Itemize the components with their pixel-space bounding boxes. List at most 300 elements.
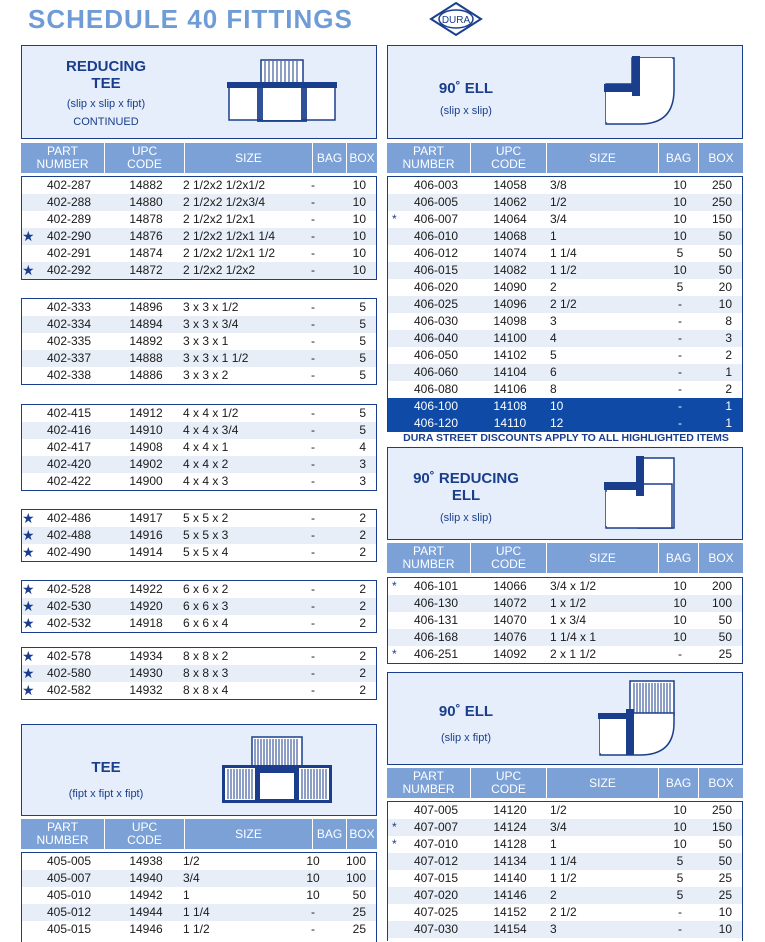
cell-box: 10 <box>718 905 732 919</box>
col-bag: BAG <box>659 543 699 573</box>
table-row <box>388 578 742 595</box>
cell-box: 8 <box>725 314 732 328</box>
cell-size: 8 x 8 x 3 <box>183 666 229 680</box>
table-row <box>22 682 376 699</box>
cell-bag: - <box>311 229 315 243</box>
cell-upc: 14064 <box>493 212 527 226</box>
col-size: SIZE <box>547 768 659 798</box>
cell-upc: 14152 <box>493 905 527 919</box>
cell-part: 406-060 <box>413 365 459 379</box>
cell-size: 6 x 6 x 2 <box>183 582 229 596</box>
tee-header <box>21 724 377 816</box>
cell-upc: 14882 <box>129 178 163 192</box>
cell-part: 406-003 <box>413 178 459 192</box>
table-row <box>22 473 376 490</box>
cell-bag: - <box>311 300 315 314</box>
cell-part: 405-010 <box>46 888 92 902</box>
reducing-tee-table-group <box>21 580 377 633</box>
cell-box: 2 <box>359 545 366 559</box>
cell-box: 10 <box>352 178 366 192</box>
cell-box: 150 <box>711 212 732 226</box>
cell-part: 402-486 <box>46 511 92 525</box>
cell-upc: 14108 <box>493 399 527 413</box>
cell-upc: 14892 <box>129 334 163 348</box>
cell-box: 25 <box>718 647 732 661</box>
page-title: SCHEDULE 40 FITTINGS <box>28 4 353 34</box>
star-icon: ★ <box>22 262 35 278</box>
cell-bag: - <box>311 263 315 277</box>
svg-text:DURA: DURA <box>441 15 471 26</box>
reducing-ell-subtitle: (slip x slip) <box>440 512 492 524</box>
cell-size: 5 x 5 x 2 <box>183 511 229 525</box>
asterisk-mark: * <box>392 837 397 851</box>
col-box: BOX <box>708 775 734 790</box>
reducing-tee-table-group <box>21 647 377 700</box>
cell-size: 1 x 1/2 <box>550 596 587 610</box>
cell-upc: 14918 <box>129 616 163 630</box>
cell-bag: - <box>678 331 682 345</box>
cell-part: 402-335 <box>46 334 92 348</box>
cell-size: 10 <box>550 399 564 413</box>
table-row <box>22 887 376 904</box>
cell-size: 4 x 4 x 3/4 <box>183 423 239 437</box>
cell-box: 200 <box>711 579 732 593</box>
cell-upc: 14900 <box>129 474 163 488</box>
cell-part: 405-012 <box>46 905 92 919</box>
ell-90-fipt-subtitle: (slip x fipt) <box>440 732 492 744</box>
cell-box: 2 <box>359 616 366 630</box>
cell-box: 50 <box>718 229 732 243</box>
reducing-tee-column-header <box>21 143 377 173</box>
table-row <box>388 381 742 398</box>
col-box: BOX <box>349 150 375 165</box>
cell-upc: 14062 <box>493 195 527 209</box>
cell-box: 2 <box>359 582 366 596</box>
cell-size: 3/4 x 1/2 <box>550 579 597 593</box>
table-row <box>388 415 742 432</box>
cell-box: 25 <box>352 922 366 936</box>
cell-size: 2 1/2x2 1/2x2 <box>183 263 256 277</box>
col-bag: BAG <box>313 819 347 849</box>
cell-size: 1 1/4 x 1 <box>550 630 597 644</box>
table-row <box>388 887 742 904</box>
table-row <box>22 921 376 938</box>
star-icon: ★ <box>22 665 35 681</box>
reducing-tee-table-group <box>21 509 377 562</box>
cell-box: 1 <box>725 416 732 430</box>
ell-90-fipt-title: 90˚ ELL <box>438 703 494 720</box>
cell-part: 402-582 <box>46 683 92 697</box>
table-row <box>388 330 742 347</box>
cell-size: 5 <box>550 348 557 362</box>
cell-bag: - <box>311 440 315 454</box>
table-row <box>22 853 376 870</box>
cell-upc: 14938 <box>129 854 163 868</box>
cell-box: 5 <box>359 406 366 420</box>
cell-size: 1 1/4 <box>550 854 577 868</box>
cell-part: 402-528 <box>46 582 92 596</box>
cell-size: 2 <box>550 888 557 902</box>
cell-size: 8 x 8 x 4 <box>183 683 229 697</box>
star-icon: ★ <box>22 527 35 543</box>
table-row <box>22 598 376 615</box>
cell-bag: - <box>311 511 315 525</box>
tee-table <box>21 852 377 942</box>
table-row <box>388 245 742 262</box>
cell-box: 5 <box>359 317 366 331</box>
table-row <box>388 228 742 245</box>
cell-box: 20 <box>718 280 732 294</box>
cell-size: 4 x 4 x 3 <box>183 474 229 488</box>
cell-bag: 10 <box>673 837 687 851</box>
cell-size: 5 x 5 x 3 <box>183 528 229 542</box>
star-icon: ★ <box>22 615 35 631</box>
cell-box: 50 <box>718 837 732 851</box>
cell-box: 5 <box>359 334 366 348</box>
cell-upc: 14102 <box>493 348 527 362</box>
cell-box: 50 <box>718 854 732 868</box>
cell-bag: - <box>678 399 682 413</box>
cell-bag: 5 <box>676 246 684 260</box>
cell-box: 250 <box>711 195 732 209</box>
cell-part: 406-131 <box>413 613 459 627</box>
table-row <box>22 228 376 245</box>
table-row <box>388 904 742 921</box>
cell-bag: 10 <box>673 195 687 209</box>
cell-box: 1 <box>725 365 732 379</box>
cell-size: 2 1/2x2 1/2x3/4 <box>183 195 266 209</box>
cell-upc: 14104 <box>493 365 527 379</box>
cell-bag: - <box>678 416 682 430</box>
cell-box: 2 <box>725 382 732 396</box>
reducing-ell-table <box>387 577 743 664</box>
cell-size: 4 x 4 x 1/2 <box>183 406 239 420</box>
cell-size: 3 x 3 x 1/2 <box>183 300 239 314</box>
cell-bag: - <box>311 351 315 365</box>
cell-size: 3/4 <box>550 820 567 834</box>
cell-size: 1 1/2 <box>550 871 577 885</box>
cell-bag: - <box>678 297 682 311</box>
cell-part: 402-415 <box>46 406 92 420</box>
cell-upc: 14074 <box>493 246 527 260</box>
reducing-ell-icon <box>602 456 682 532</box>
cell-bag: - <box>311 317 315 331</box>
cell-size: 2 x 1 1/2 <box>550 647 597 661</box>
cell-size: 5 x 5 x 4 <box>183 545 229 559</box>
cell-bag: - <box>678 314 682 328</box>
cell-box: 50 <box>718 263 732 277</box>
table-row <box>388 296 742 313</box>
cell-part: 407-007 <box>413 820 459 834</box>
cell-part: 402-416 <box>46 423 92 437</box>
cell-size: 2 1/2 <box>550 297 577 311</box>
table-row <box>388 870 742 887</box>
cell-box: 2 <box>359 683 366 697</box>
cell-part: 406-007 <box>413 212 459 226</box>
table-row <box>388 853 742 870</box>
cell-box: 2 <box>359 599 366 613</box>
cell-size: 3/4 <box>183 871 200 885</box>
ell-90-icon <box>602 54 682 130</box>
cell-part: 402-288 <box>46 195 92 209</box>
cell-size: 1 <box>550 229 557 243</box>
cell-size: 4 x 4 x 1 <box>183 440 229 454</box>
cell-bag: 10 <box>673 212 687 226</box>
ell-90-slip-table <box>387 176 743 432</box>
cell-upc: 14076 <box>493 630 527 644</box>
cell-size: 3 x 3 x 1 <box>183 334 229 348</box>
cell-size: 8 <box>550 382 557 396</box>
tee-icon <box>222 735 332 805</box>
cell-bag: - <box>311 246 315 260</box>
cell-part: 406-020 <box>413 280 459 294</box>
table-row <box>22 648 376 665</box>
col-upc-code: UPC CODE <box>471 768 547 798</box>
cell-size: 1/2 <box>550 803 567 817</box>
reducing-tee-header <box>21 45 377 139</box>
star-icon: ★ <box>22 682 35 698</box>
cell-part: 405-015 <box>46 922 92 936</box>
reducing-ell-column-header <box>387 543 743 573</box>
cell-bag: - <box>311 212 315 226</box>
cell-box: 50 <box>718 630 732 644</box>
cell-upc: 14888 <box>129 351 163 365</box>
table-row <box>22 544 376 561</box>
cell-bag: - <box>311 616 315 630</box>
table-row <box>388 819 742 836</box>
cell-part: 402-338 <box>46 368 92 382</box>
cell-upc: 14880 <box>129 195 163 209</box>
cell-bag: 5 <box>676 888 684 902</box>
cell-upc: 14096 <box>493 297 527 311</box>
table-row <box>388 629 742 646</box>
tee-column-header <box>21 819 377 849</box>
table-row <box>388 262 742 279</box>
cell-upc: 14914 <box>129 545 163 559</box>
cell-upc: 14902 <box>129 457 163 471</box>
cell-box: 5 <box>359 300 366 314</box>
cell-box: 4 <box>359 440 366 454</box>
col-box: BOX <box>349 826 375 841</box>
cell-box: 3 <box>359 457 366 471</box>
reducing-tee-continued: CONTINUED <box>73 116 139 128</box>
cell-size: 1 1/4 <box>550 246 577 260</box>
cell-part: 405-005 <box>46 854 92 868</box>
cell-upc: 14886 <box>129 368 163 382</box>
cell-bag: 10 <box>306 871 320 885</box>
table-row <box>388 279 742 296</box>
cell-part: 402-490 <box>46 545 92 559</box>
cell-box: 2 <box>359 649 366 663</box>
cell-box: 50 <box>718 613 732 627</box>
cell-box: 10 <box>352 195 366 209</box>
cell-box: 100 <box>345 871 366 885</box>
table-row <box>22 527 376 544</box>
cell-upc: 14070 <box>493 613 527 627</box>
col-upc-code: UPC CODE <box>105 143 185 173</box>
cell-part: 406-080 <box>413 382 459 396</box>
cell-part: 402-291 <box>46 246 92 260</box>
cell-upc: 14100 <box>493 331 527 345</box>
table-row <box>22 299 376 316</box>
cell-bag: - <box>311 922 315 936</box>
table-row <box>22 510 376 527</box>
col-bag: BAG <box>313 143 347 173</box>
cell-part: 406-130 <box>413 596 459 610</box>
cell-part: 406-005 <box>413 195 459 209</box>
cell-part: 407-015 <box>413 871 459 885</box>
cell-part: 402-422 <box>46 474 92 488</box>
col-upc-code: UPC CODE <box>471 543 547 573</box>
cell-box: 100 <box>711 596 732 610</box>
cell-bag: - <box>311 905 315 919</box>
dura-logo <box>430 2 482 36</box>
ell-90-fipt-table <box>387 801 743 941</box>
cell-upc: 14106 <box>493 382 527 396</box>
cell-bag: - <box>311 528 315 542</box>
cell-bag: - <box>678 905 682 919</box>
cell-box: 2 <box>359 511 366 525</box>
table-row <box>22 211 376 228</box>
table-row <box>22 422 376 439</box>
cell-upc: 14140 <box>493 871 527 885</box>
cell-size: 6 x 6 x 4 <box>183 616 229 630</box>
cell-bag: 10 <box>306 888 320 902</box>
ell-90-fipt-icon <box>596 679 682 759</box>
cell-box: 5 <box>359 351 366 365</box>
table-row <box>388 194 742 211</box>
cell-bag: - <box>311 545 315 559</box>
cell-bag: 10 <box>673 263 687 277</box>
col-size: SIZE <box>185 819 313 849</box>
cell-bag: 10 <box>306 854 320 868</box>
table-row <box>388 802 742 819</box>
cell-part: 402-580 <box>46 666 92 680</box>
table-row <box>22 665 376 682</box>
cell-bag: - <box>678 922 682 936</box>
ell-90-fipt-header <box>387 672 743 765</box>
cell-size: 1 <box>550 837 557 851</box>
cell-part: 407-030 <box>413 922 459 936</box>
cell-bag: - <box>678 365 682 379</box>
cell-bag: 10 <box>673 613 687 627</box>
star-icon: ★ <box>22 648 35 664</box>
cell-part: 405-007 <box>46 871 92 885</box>
cell-box: 5 <box>359 368 366 382</box>
cell-upc: 14946 <box>129 922 163 936</box>
cell-bag: - <box>311 582 315 596</box>
table-row <box>388 646 742 663</box>
cell-upc: 14934 <box>129 649 163 663</box>
asterisk-mark: * <box>392 579 397 593</box>
cell-upc: 14128 <box>493 837 527 851</box>
reducing-ell-title-line1: 90˚ REDUCING <box>413 470 519 487</box>
asterisk-mark: * <box>392 647 397 661</box>
cell-size: 3/8 <box>550 178 567 192</box>
table-row <box>388 347 742 364</box>
cell-bag: - <box>678 647 682 661</box>
cell-upc: 14894 <box>129 317 163 331</box>
discount-note: DURA STREET DISCOUNTS APPLY TO ALL HIGHLIGHTED ITEMS <box>403 432 729 444</box>
col-part-number: PART NUMBER <box>387 543 471 573</box>
cell-bag: - <box>311 406 315 420</box>
cell-part: 406-010 <box>413 229 459 243</box>
cell-part: 402-289 <box>46 212 92 226</box>
star-icon: ★ <box>22 510 35 526</box>
cell-upc: 14917 <box>129 511 163 525</box>
cell-upc: 14920 <box>129 599 163 613</box>
cell-size: 8 x 8 x 2 <box>183 649 229 663</box>
cell-part: 406-015 <box>413 263 459 277</box>
cell-box: 10 <box>718 297 732 311</box>
cell-upc: 14896 <box>129 300 163 314</box>
table-row <box>22 350 376 367</box>
table-row <box>388 595 742 612</box>
cell-part: 407-025 <box>413 905 459 919</box>
cell-upc: 14090 <box>493 280 527 294</box>
table-row <box>22 245 376 262</box>
table-row <box>22 316 376 333</box>
cell-box: 100 <box>345 854 366 868</box>
col-box: BOX <box>708 150 734 165</box>
cell-upc: 14154 <box>493 922 527 936</box>
cell-part: 406-100 <box>413 399 459 413</box>
table-row <box>22 405 376 422</box>
cell-bag: 10 <box>673 630 687 644</box>
reducing-tee-subtitle: (slip x slip x fipt) <box>66 98 146 110</box>
col-part-number: PART NUMBER <box>387 768 471 798</box>
cell-size: 1 <box>183 888 190 902</box>
cell-part: 402-530 <box>46 599 92 613</box>
cell-bag: 10 <box>673 820 687 834</box>
cell-box: 2 <box>359 666 366 680</box>
col-part-number: PART NUMBER <box>21 819 105 849</box>
ell-90-fipt-column-header <box>387 768 743 798</box>
cell-size: 2 1/2x2 1/2x1 1/4 <box>183 229 276 243</box>
cell-part: 402-334 <box>46 317 92 331</box>
cell-box: 2 <box>725 348 732 362</box>
cell-bag: 10 <box>673 803 687 817</box>
cell-size: 4 <box>550 331 557 345</box>
table-row <box>388 364 742 381</box>
cell-size: 2 1/2x2 1/2x1/2 <box>183 178 266 192</box>
cell-part: 402-287 <box>46 178 92 192</box>
cell-upc: 14942 <box>129 888 163 902</box>
tee-title: TEE <box>91 759 121 776</box>
cell-box: 10 <box>352 229 366 243</box>
cell-size: 6 <box>550 365 557 379</box>
cell-upc: 14134 <box>493 854 527 868</box>
cell-size: 3 <box>550 314 557 328</box>
cell-bag: - <box>311 423 315 437</box>
cell-upc: 14146 <box>493 888 527 902</box>
cell-part: 402-532 <box>46 616 92 630</box>
ell-90-slip-header <box>387 45 743 139</box>
cell-part: 406-040 <box>413 331 459 345</box>
cell-bag: - <box>311 599 315 613</box>
cell-upc: 14930 <box>129 666 163 680</box>
cell-box: 10 <box>352 263 366 277</box>
star-icon: ★ <box>22 228 35 244</box>
cell-part: 406-030 <box>413 314 459 328</box>
cell-box: 250 <box>711 178 732 192</box>
cell-upc: 14110 <box>493 416 527 430</box>
table-row <box>22 333 376 350</box>
cell-bag: 10 <box>673 178 687 192</box>
cell-part: 406-101 <box>413 579 459 593</box>
cell-upc: 14908 <box>129 440 163 454</box>
cell-upc: 14098 <box>493 314 527 328</box>
